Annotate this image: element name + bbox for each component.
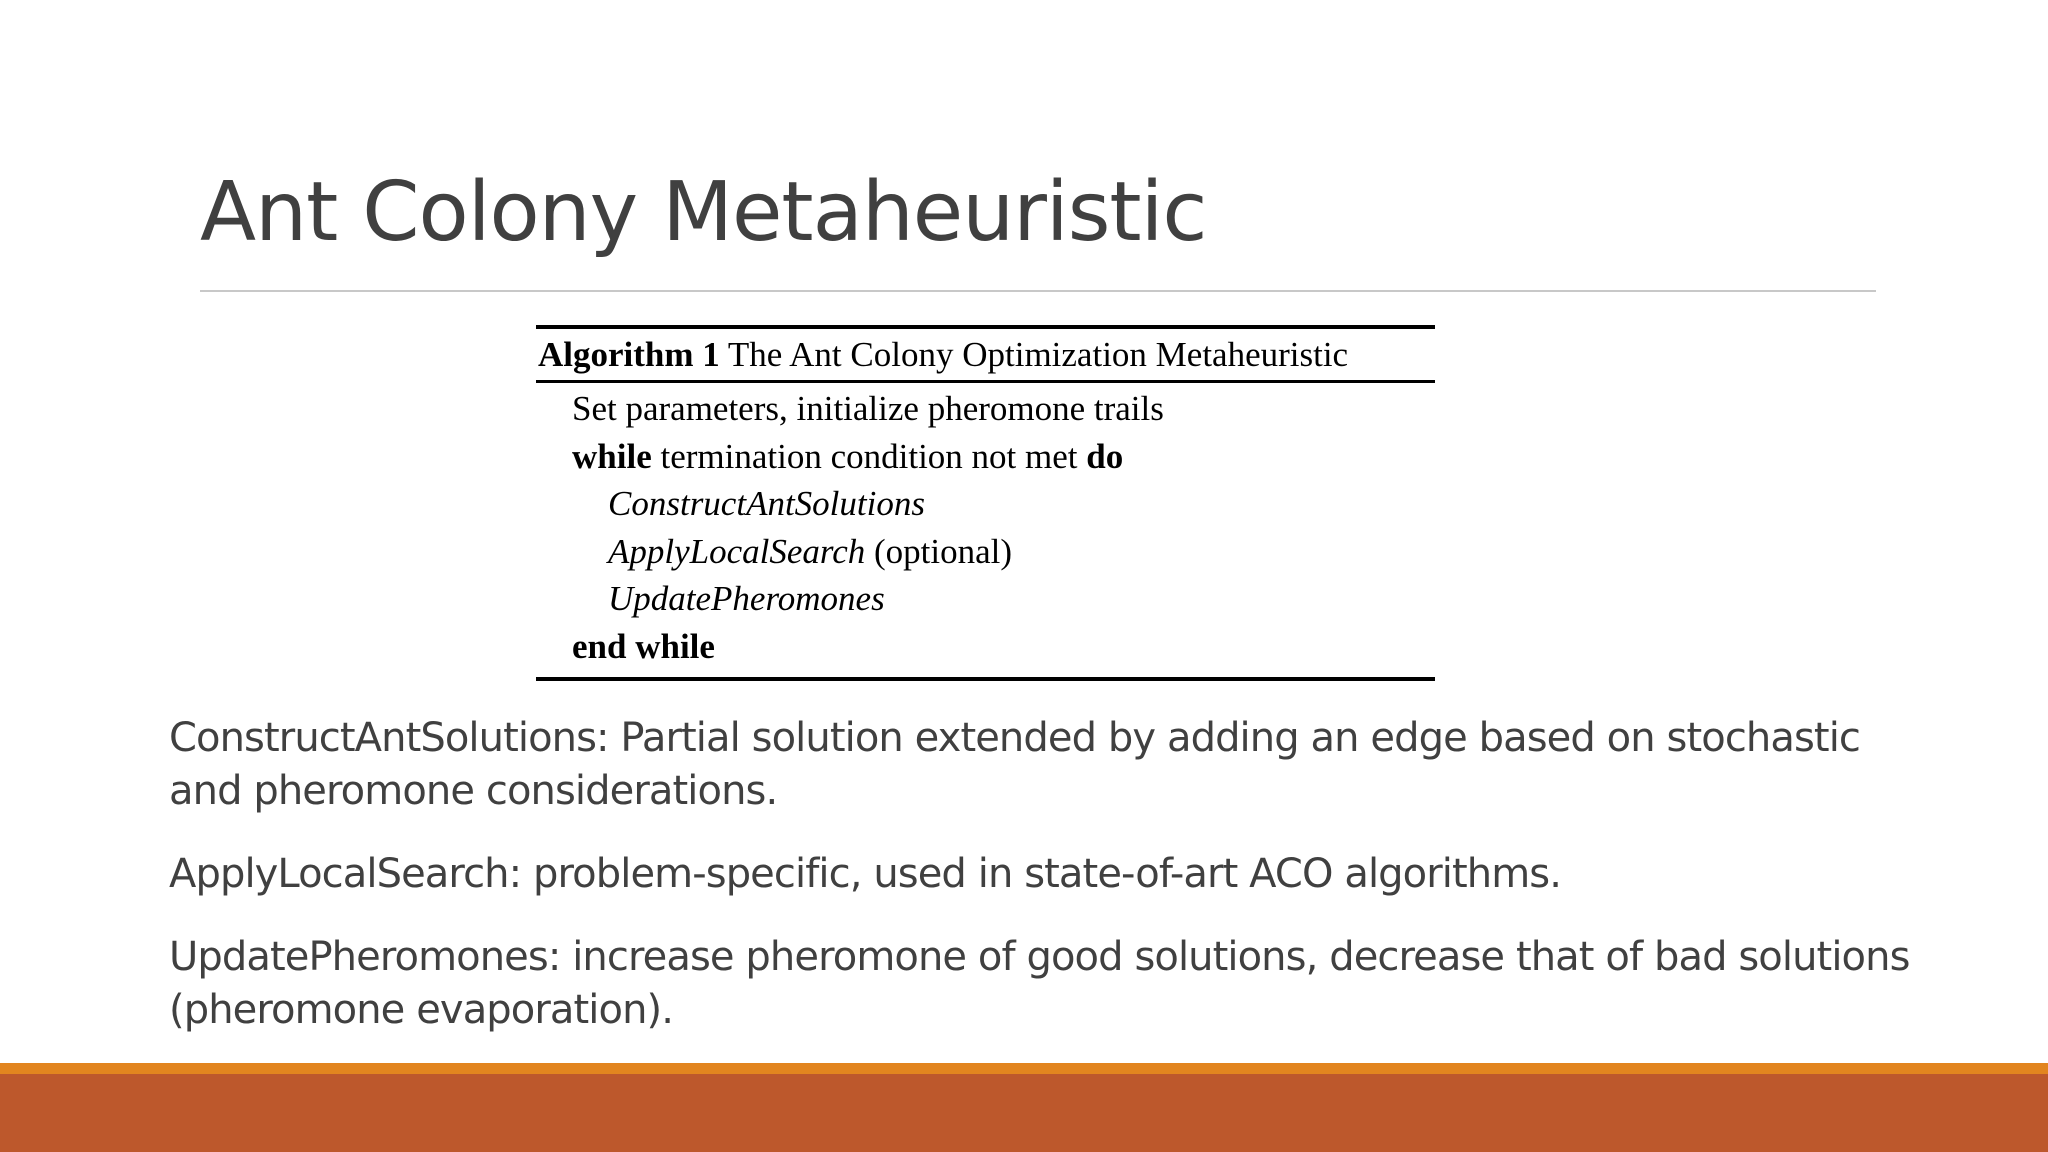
description-update: UpdatePheromones: increase pheromone of good solutions, decrease that of bad solutions (pheromone evaporation).	[169, 934, 1910, 1033]
description-block	[169, 712, 1929, 1067]
algorithm-caption: The Ant Colony Optimization Metaheuristic	[727, 335, 1349, 374]
algorithm-header	[536, 329, 1435, 383]
algorithm-line-endwhile: end while	[572, 626, 715, 666]
keyword-do: do	[1086, 436, 1124, 476]
description-construct: ConstructAntSolutions: Partial solution extended by adding an edge based on stochastic and pheromone considerations.	[169, 715, 1860, 814]
localsearch-note: (optional)	[865, 531, 1013, 571]
title-divider	[200, 290, 1876, 292]
algorithm-body	[536, 383, 1435, 670]
footer-bar	[0, 1074, 2048, 1152]
algorithm-line-localsearch	[536, 528, 1435, 576]
algorithm-line-update: UpdatePheromones	[608, 579, 885, 618]
keyword-while: while	[572, 436, 652, 476]
footer-accent-stripe	[0, 1063, 2048, 1074]
algorithm-line-init: Set parameters, initialize pheromone trails	[572, 389, 1164, 428]
algorithm-box	[536, 325, 1435, 681]
algorithm-line-while	[536, 433, 1435, 481]
description-localsearch: ApplyLocalSearch: problem-specific, used in state-of-art ACO algorithms.	[169, 851, 1562, 897]
localsearch-name: ApplyLocalSearch	[608, 531, 866, 571]
while-condition: termination condition not met	[651, 436, 1087, 476]
slide-title: Ant Colony Metaheuristic	[200, 165, 1207, 260]
algorithm-line-construct: ConstructAntSolutions	[608, 484, 925, 523]
algorithm-label: Algorithm 1	[538, 335, 720, 374]
